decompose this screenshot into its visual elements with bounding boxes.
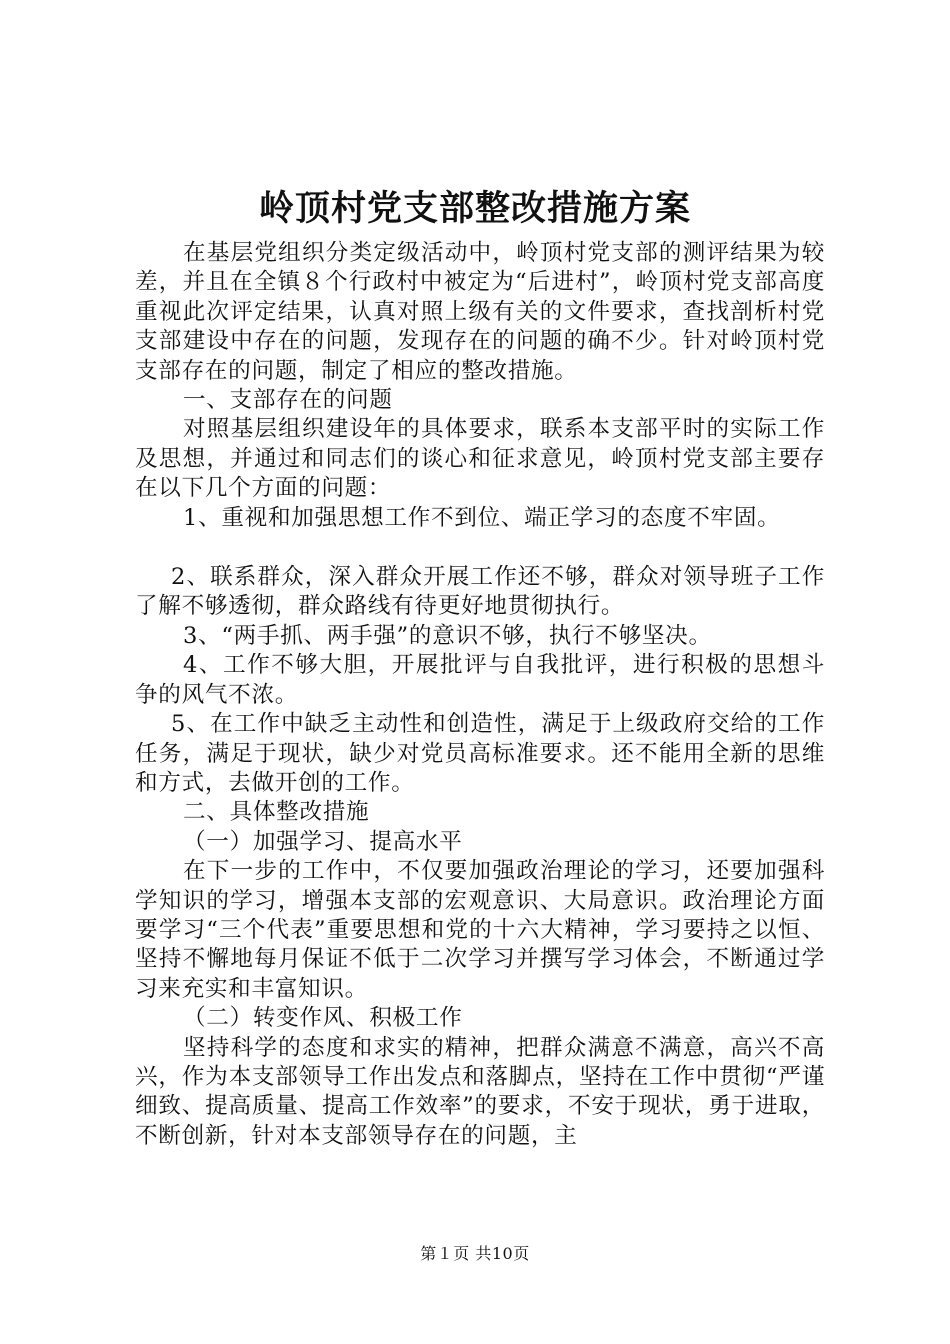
section-heading-measures: 二、具体整改措施 <box>183 799 370 826</box>
problem-item-3: 3、“两手抓、两手强”的意识不够，执行不够坚决。 <box>183 622 712 649</box>
page-number-footer: 第１页 共10页 <box>420 1244 530 1263</box>
problem-item-5: 5、在工作中缺乏主动性和创造性，满足于上级政府交给的工作任务，满足于现状，缺少对党员高标准要求。还不能用全新的思维和方式，去做开创的工作。 <box>135 711 825 796</box>
section-heading-problems: 一、支部存在的问题 <box>183 387 393 414</box>
paragraph-study: 在下一步的工作中，不仅要加强政治理论的学习，还要加强科学知识的学习，增强本支部的宏观意识、大局意识。政治理论方面要学习“三个代表”重要思想和党的十六大精神，学习要持之以恒、坚持不懈地每月保证不低于二次学习并撰写学习体会，不断通过学习来充实和丰富知识。 <box>135 858 825 1002</box>
document-title: 岭顶村党支部整改措施方案 <box>258 188 691 229</box>
subheading-work-style: （二）转变作风、积极工作 <box>183 1005 463 1032</box>
document-body <box>135 239 825 1151</box>
subheading-study: （一）加强学习、提高水平 <box>183 828 463 855</box>
problem-item-1: 1、重视和加强思想工作不到位、端正学习的态度不牢固。 <box>183 504 781 531</box>
problem-item-2: 2、联系群众，深入群众开展工作还不够，群众对领导班子工作了解不够透彻，群众路线有待更好地贯彻执行。 <box>135 564 825 620</box>
blank-line <box>135 533 825 563</box>
paragraph-work-style: 坚持科学的态度和求实的精神，把群众满意不满意，高兴不高兴，作为本支部领导工作出发点和落脚点，坚持在工作中贯彻“严谨细致、提高质量、提高工作效率”的要求，不安于现状，勇于进取，不断创新，针对本支部领导存在的问题，主 <box>135 1034 825 1149</box>
problem-item-4: 4、工作不够大胆，开展批评与自我批评，进行积极的思想斗争的风气不浓。 <box>135 652 825 708</box>
paragraph-intro: 在基层党组织分类定级活动中，岭顶村党支部的测评结果为较差，并且在全镇８个行政村中被定为“后进村”，岭顶村党支部高度重视此次评定结果，认真对照上级有关的文件要求，查找剖析村党支部建设中存在的问题，发现存在的问题的确不少。针对岭顶村党支部存在的问题，制定了相应的整改措施。 <box>135 240 825 384</box>
paragraph-problems-intro: 对照基层组织建设年的具体要求，联系本支部平时的实际工作及思想，并通过和同志们的谈心和征求意见，岭顶村党支部主要存在以下几个方面的问题： <box>135 416 825 502</box>
